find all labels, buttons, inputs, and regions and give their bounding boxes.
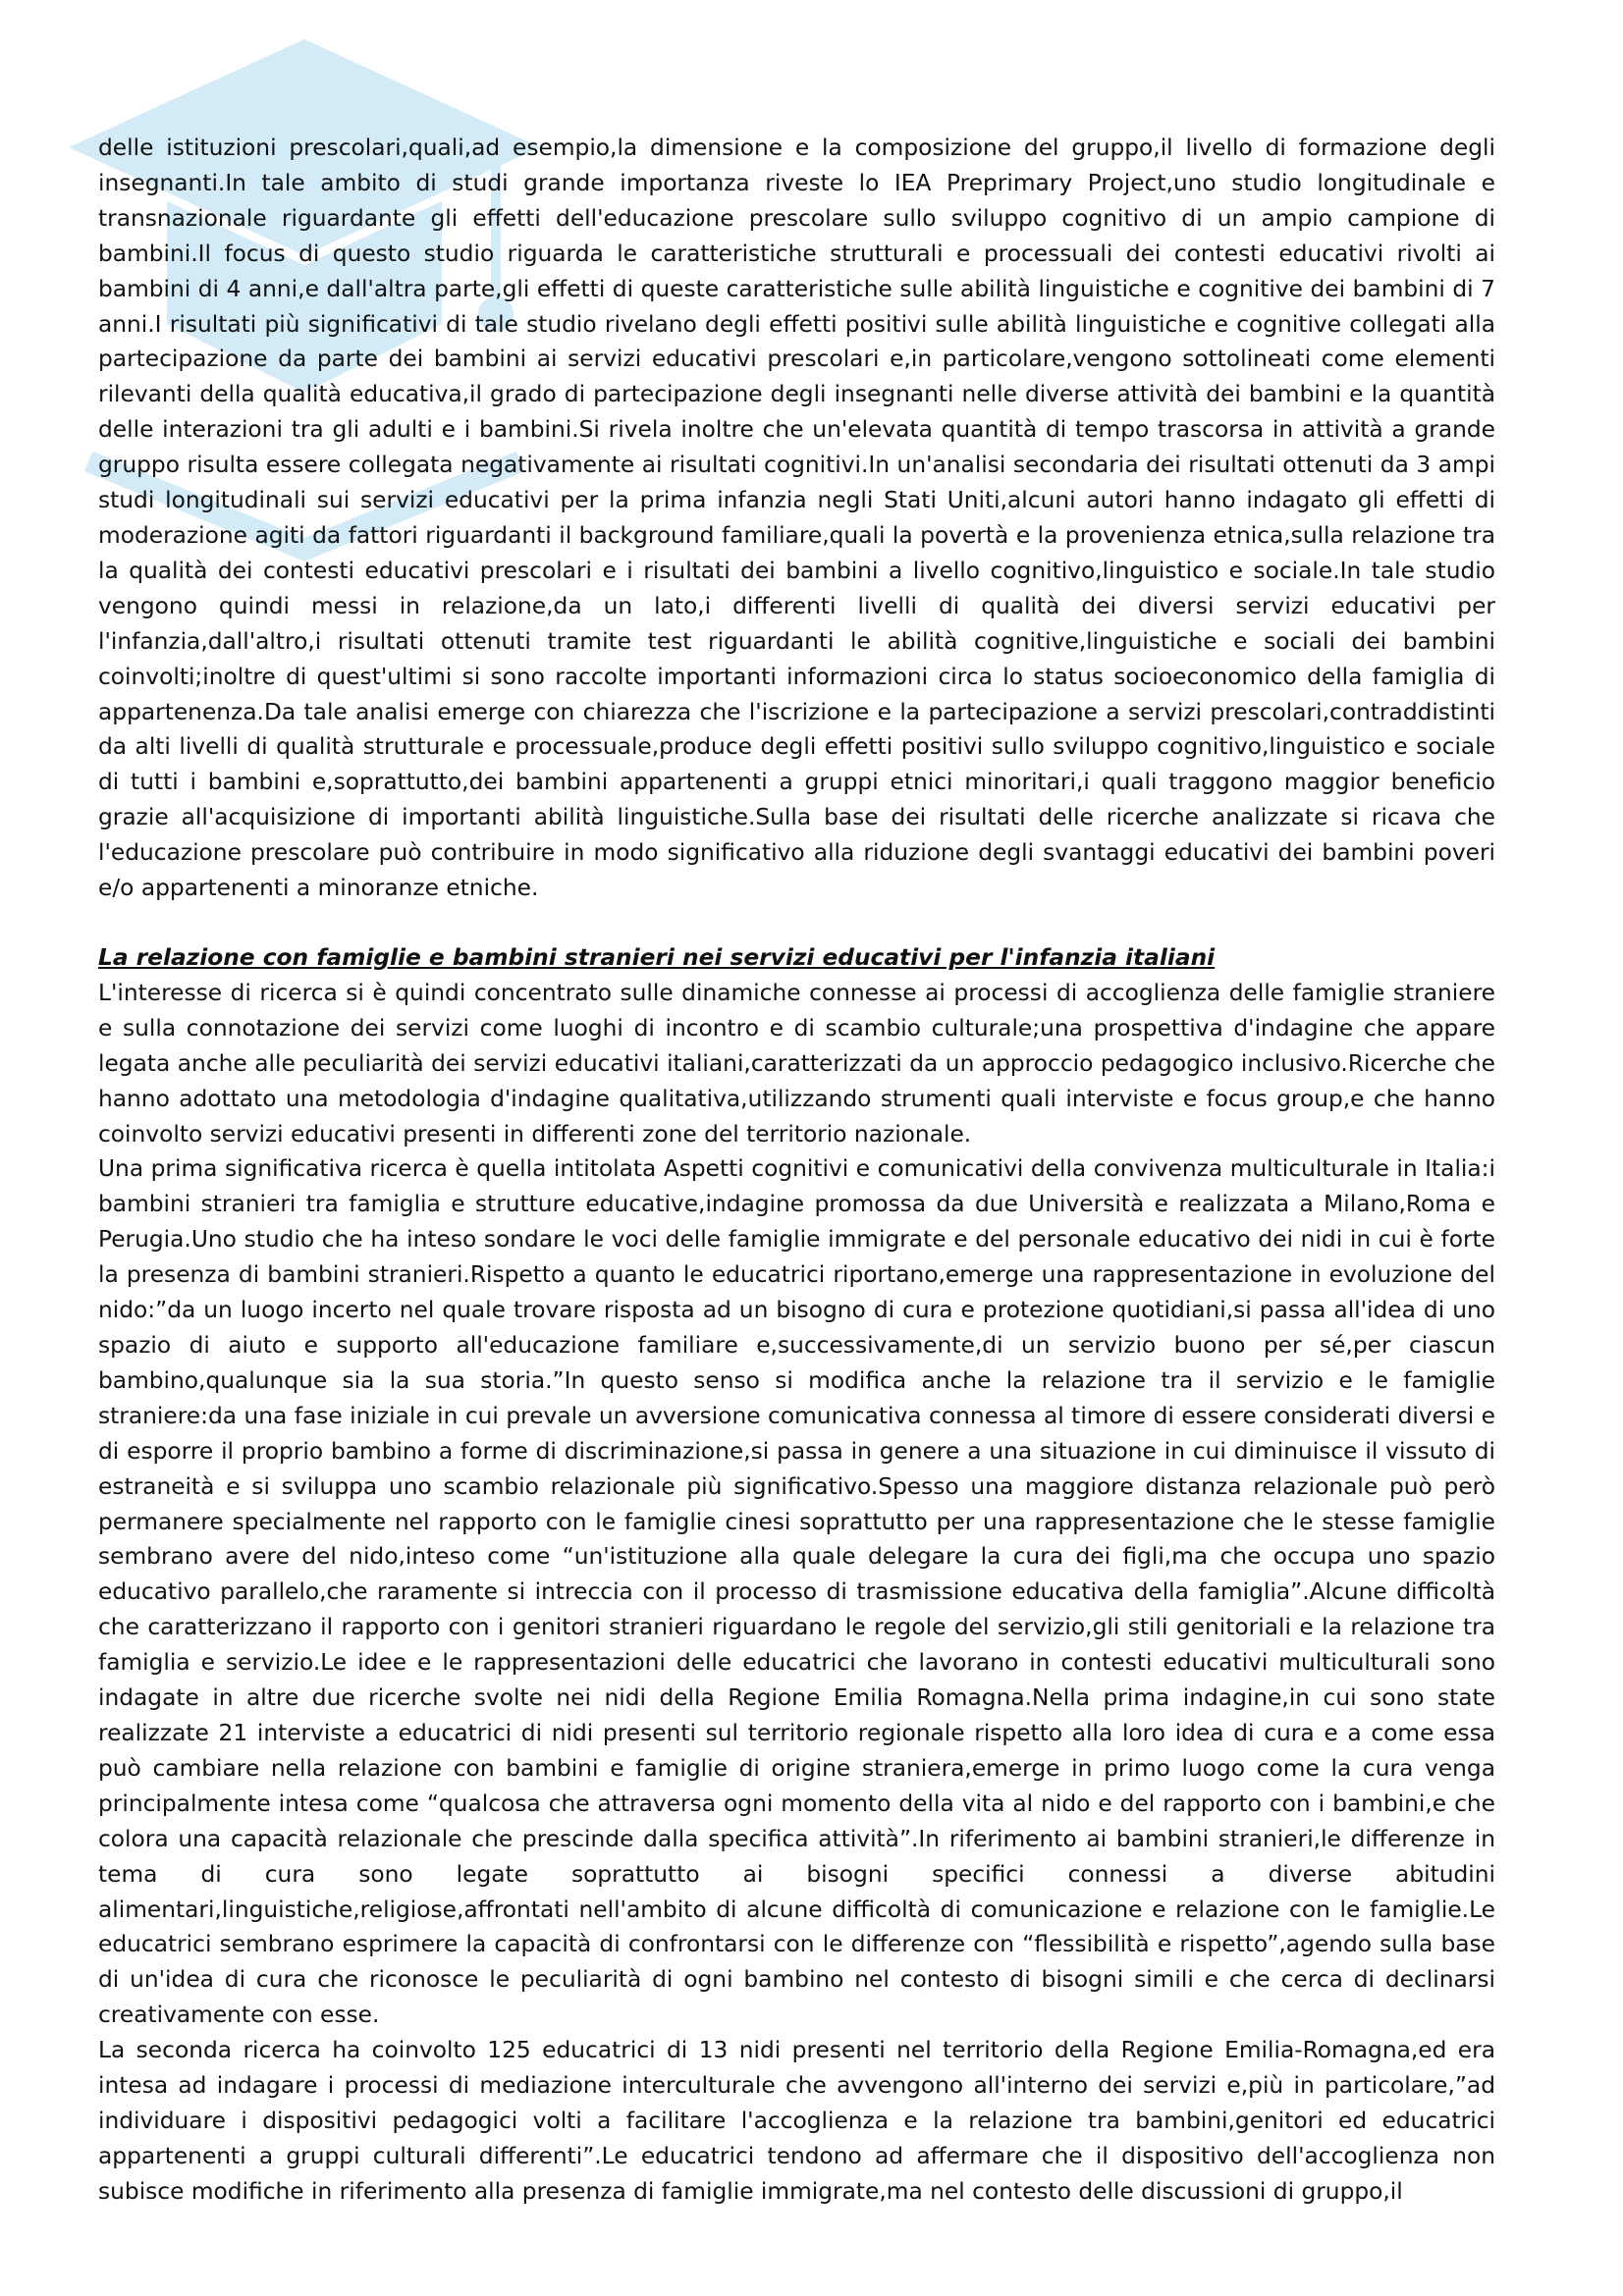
paragraph-first-research: Una prima significativa ricerca è quella intitolata Aspetti cognitivi e comunicativi della convivenza multiculturale in Italia:i bambini stranieri tra famiglia e strutture educative,indagine promossa da due Università e realizzata a Milano,Roma e Perugia.Uno studio che ha inteso sondare le voci delle famiglie immigrate e del personale educativo dei nidi in cui è forte la presenza di bambini stranieri.Rispetto a quanto le educatrici riportano,emerge una rappresentazione in evoluzione del nido:”da un luogo incerto nel quale trovare risposta ad un bisogno di cura e protezione quotidiani,si passa all'idea di uno spazio di aiuto e supporto all'educazione familiare e,successivamente,di un servizio buono per sé,per ciascun bambino,qualunque sia la sua storia.”In questo senso si modifica anche la relazione tra il servizio e le famiglie straniere:da una fase iniziale in cui prevale un avversione comunicativa connessa al timore di essere considerati diversi e di esporre il proprio bambino a forme di discriminazione,si passa in genere a una situazione in cui diminuisce il vissuto di estraneità e si sviluppa uno scambio relazionale più significativo.Spesso una maggiore distanza relazionale può però permanere specialmente nel rapporto con le famiglie cinesi soprattutto per una rappresentazione che le stesse famiglie sembrano avere del nido,inteso come “un'istituzione alla quale delegare la cura dei figli,ma che occupa uno spazio educativo parallelo,che raramente si intreccia con il processo di trasmissione educativa della famiglia”.Alcune difficoltà che caratterizzano il rapporto con i genitori stranieri riguardano le regole del servizio,gli stili genitoriali e la relazione tra famiglia e servizio.Le idee e le rappresentazioni delle educatrici che lavorano in contesti educativi multiculturali sono indagate in altre due ricerche svolte nei nidi della Regione Emilia Romagna.Nella prima indagine,in cui sono state realizzate 21 interviste a educatrici di nidi presenti sul territorio regionale rispetto alla loro idea di cura e a come essa può cambiare nella relazione con bambini e famiglie di origine straniera,emerge in primo luogo come la cura venga principalmente intesa come “qualcosa che attraversa ogni momento della vita al nido e del rapporto con i bambini,e che colora una capacità relazionale che prescinde dalla specifica attività”.In riferimento ai bambini stranieri,le differenze in tema di cura sono legate soprattutto ai bisogni specifici connessi a diverse abitudini alimentari,linguistiche,religiose,affrontati nell'ambito di alcune difficoltà di comunicazione e relazione con le famiglie.Le educatrici sembrano esprimere la capacità di confrontarsi con le differenze con “flessibilità e rispetto”,agendo sulla base di un'idea di cura che riconosce le peculiarità di ogni bambino nel contesto di bisogni simili e che cerca di declinarsi creativamente con esse.: [98, 1155, 1495, 2029]
document-body: [98, 131, 1495, 2210]
paragraph-section-intro: L'interesse di ricerca si è quindi concentrato sulle dinamiche connesse ai processi di accoglienza delle famiglie straniere e sulla connotazione dei servizi come luoghi di incontro e di scambio culturale;una prospettiva d'indagine che appare legata anche alle peculiarità dei servizi educativi italiani,caratterizzati da un approccio pedagogico inclusivo.Ricerche che hanno adottato una metodologia d'indagine qualitativa,utilizzando strumenti quali interviste e focus group,e che hanno coinvolto servizi educativi presenti in differenti zone del territorio nazionale.: [98, 979, 1495, 1148]
paragraph-second-research: La seconda ricerca ha coinvolto 125 educatrici di 13 nidi presenti nel territorio della Regione Emilia-Romagna,ed era intesa ad indagare i processi di mediazione interculturale che avvengono all'interno dei servizi e,più in particolare,”ad individuare i dispositivi pedagogici volti a facilitare l'accoglienza e la relazione tra bambini,genitori ed educatrici appartenenti a gruppi culturali differenti”.Le educatrici tendono ad affermare che il dispositivo dell'accoglienza non subisce modifiche in riferimento alla presenza di famiglie immigrate,ma nel contesto delle discussioni di gruppo,il: [98, 2037, 1495, 2205]
section-heading: La relazione con famiglie e bambini stranieri nei servizi educativi per l'infanzia italiani: [98, 943, 1216, 971]
paragraph-intro: delle istituzioni prescolari,quali,ad esempio,la dimensione e la composizione del gruppo,il livello di formazione degli insegnanti.In tale ambito di studi grande importanza riveste lo IEA Preprimary Project,uno studio longitudinale e transnazionale riguardante gli effetti dell'educazione prescolare sullo sviluppo cognitivo di un ampio campione di bambini.Il focus di questo studio riguarda le caratteristiche strutturali e processuali dei contesti educativi rivolti ai bambini di 4 anni,e dall'altra parte,gli effetti di queste caratteristiche sulle abilità linguistiche e cognitive dei bambini di 7 anni.I risultati più significativi di tale studio rivelano degli effetti positivi sulle abilità linguistiche e cognitive collegati alla partecipazione da parte dei bambini ai servizi educativi prescolari e,in particolare,vengono sottolineati come elementi rilevanti della qualità educativa,il grado di partecipazione degli insegnanti nelle diverse attività dei bambini e la quantità delle interazioni tra gli adulti e i bambini.Si rivela inoltre che un'elevata quantità di tempo trascorsa in attività a grande gruppo risulta essere collegata negativamente ai risultati cognitivi.In un'analisi secondaria dei risultati ottenuti da 3 ampi studi longitudinali sui servizi educativi per la prima infanzia negli Stati Uniti,alcuni autori hanno indagato gli effetti di moderazione agiti da fattori riguardanti il background familiare,quali la povertà e la provenienza etnica,sulla relazione tra la qualità dei contesti educativi prescolari e i risultati dei bambini a livello cognitivo,linguistico e sociale.In tale studio vengono quindi messi in relazione,da un lato,i differenti livelli di qualità dei diversi servizi educativi per l'infanzia,dall'altro,i risultati ottenuti tramite test riguardanti le abilità cognitive,linguistiche e sociali dei bambini coinvolti;inoltre di quest'ultimi si sono raccolte importanti informazioni circa lo status socioeconomico della famiglia di appartenenza.Da tale analisi emerge con chiarezza che l'iscrizione e la partecipazione a servizi prescolari,contraddistinti da alti livelli di qualità strutturale e processuale,produce degli effetti positivi sullo sviluppo cognitivo,linguistico e sociale di tutti i bambini e,soprattutto,dei bambini appartenenti a gruppi etnici minoritari,i quali traggono maggior beneficio grazie all'acquisizione di importanti abilità linguistiche.Sulla base dei risultati delle ricerche analizzate si ricava che l'educazione prescolare può contribuire in modo significativo alla riduzione degli svantaggi educativi dei bambini poveri e/o appartenenti a minoranze etniche.: [98, 134, 1495, 902]
